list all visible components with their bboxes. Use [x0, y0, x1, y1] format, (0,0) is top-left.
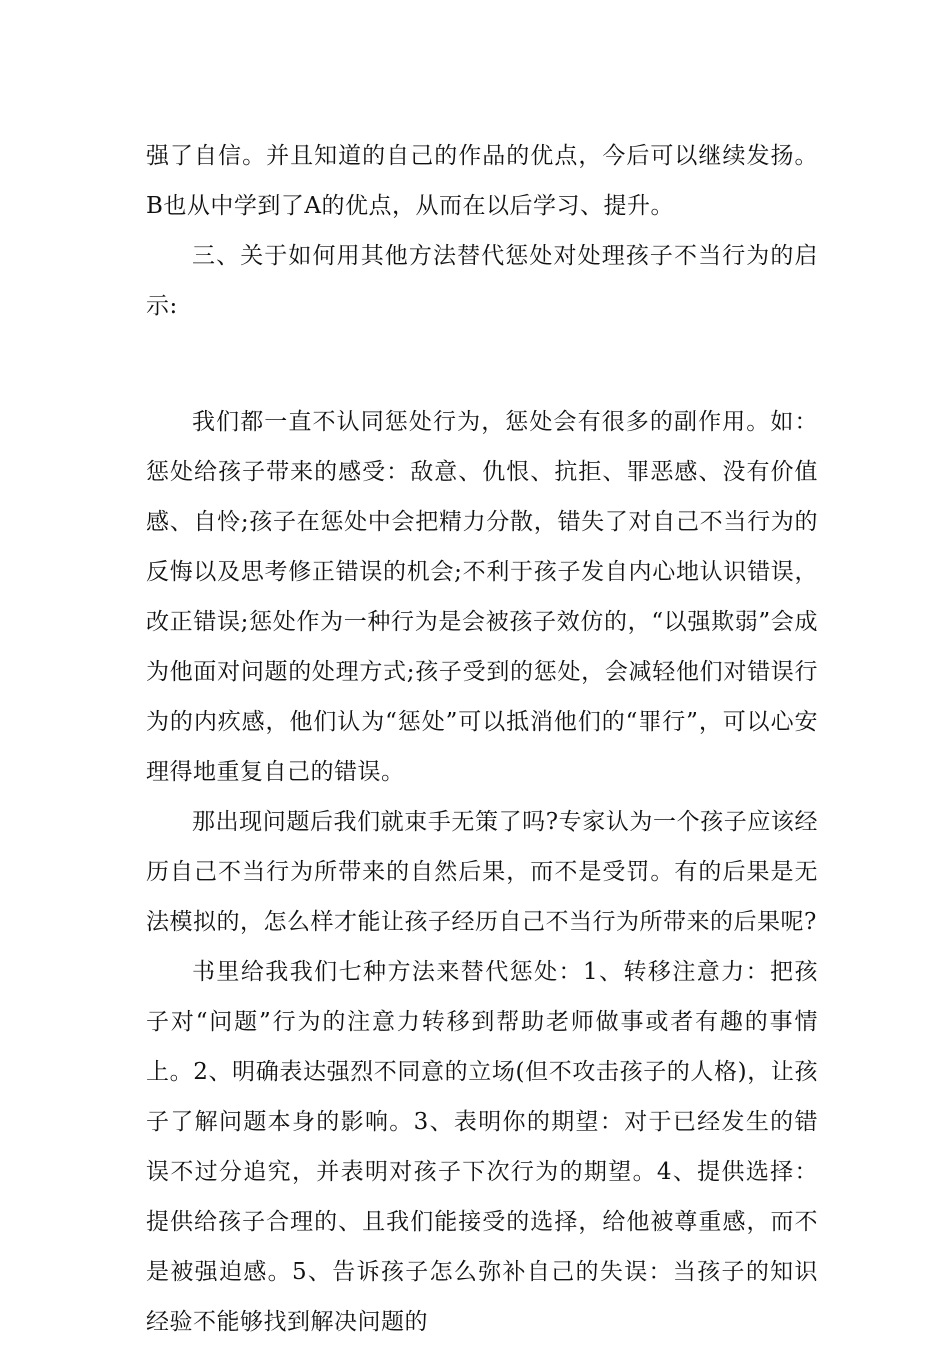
- paragraph-punishment-side-effects: 我们都一直不认同惩处行为，惩处会有很多的副作用。如：惩处给孩子带来的感受：敌意、仇恨、抗拒、罪恶感、没有价值感、自怜;孩子在惩处中会把精力分散，错失了对自己不当行为的反悔以及思考修正错误的机会;不利于孩子发自内心地认识错误，改正错误;惩处作为一种行为是会被孩子效仿的，“以强欺弱”会成为他面对问题的处理方式;孩子受到的惩处，会减轻他们对错误行为的内疚感，他们认为“惩处”可以抵消他们的“罪行”，可以心安理得地重复自己的错误。: [146, 409, 818, 785]
- document-body: [146, 131, 818, 1347]
- section-heading: 三、关于如何用其他方法替代惩处对处理孩子不当行为的启示:: [146, 243, 818, 319]
- paragraph-natural-consequences: 那出现问题后我们就束手无策了吗?专家认为一个孩子应该经历自己不当行为所带来的自然后果，而不是受罚。有的后果是无法模拟的，怎么样才能让孩子经历自己不当行为所带来的后果呢?: [146, 809, 818, 935]
- paragraph-continuation: 强了自信。并且知道的自己的作品的优点，今后可以继续发扬。B也从中学到了A的优点，从而在以后学习、提升。: [146, 143, 818, 219]
- paragraph-seven-methods: 书里给我我们七种方法来替代惩处：1、转移注意力：把孩子对“问题”行为的注意力转移到帮助老师做事或者有趣的事情上。2、明确表达强烈不同意的立场(但不攻击孩子的人格)，让孩子了解问题本身的影响。3、表明你的期望：对于已经发生的错误不过分追究，并表明对孩子下次行为的期望。4、提供选择：提供给孩子合理的、且我们能接受的选择，给他被尊重感，而不是被强迫感。5、告诉孩子怎么弥补自己的失误：当孩子的知识经验不能够找到解决问题的: [146, 959, 818, 1335]
